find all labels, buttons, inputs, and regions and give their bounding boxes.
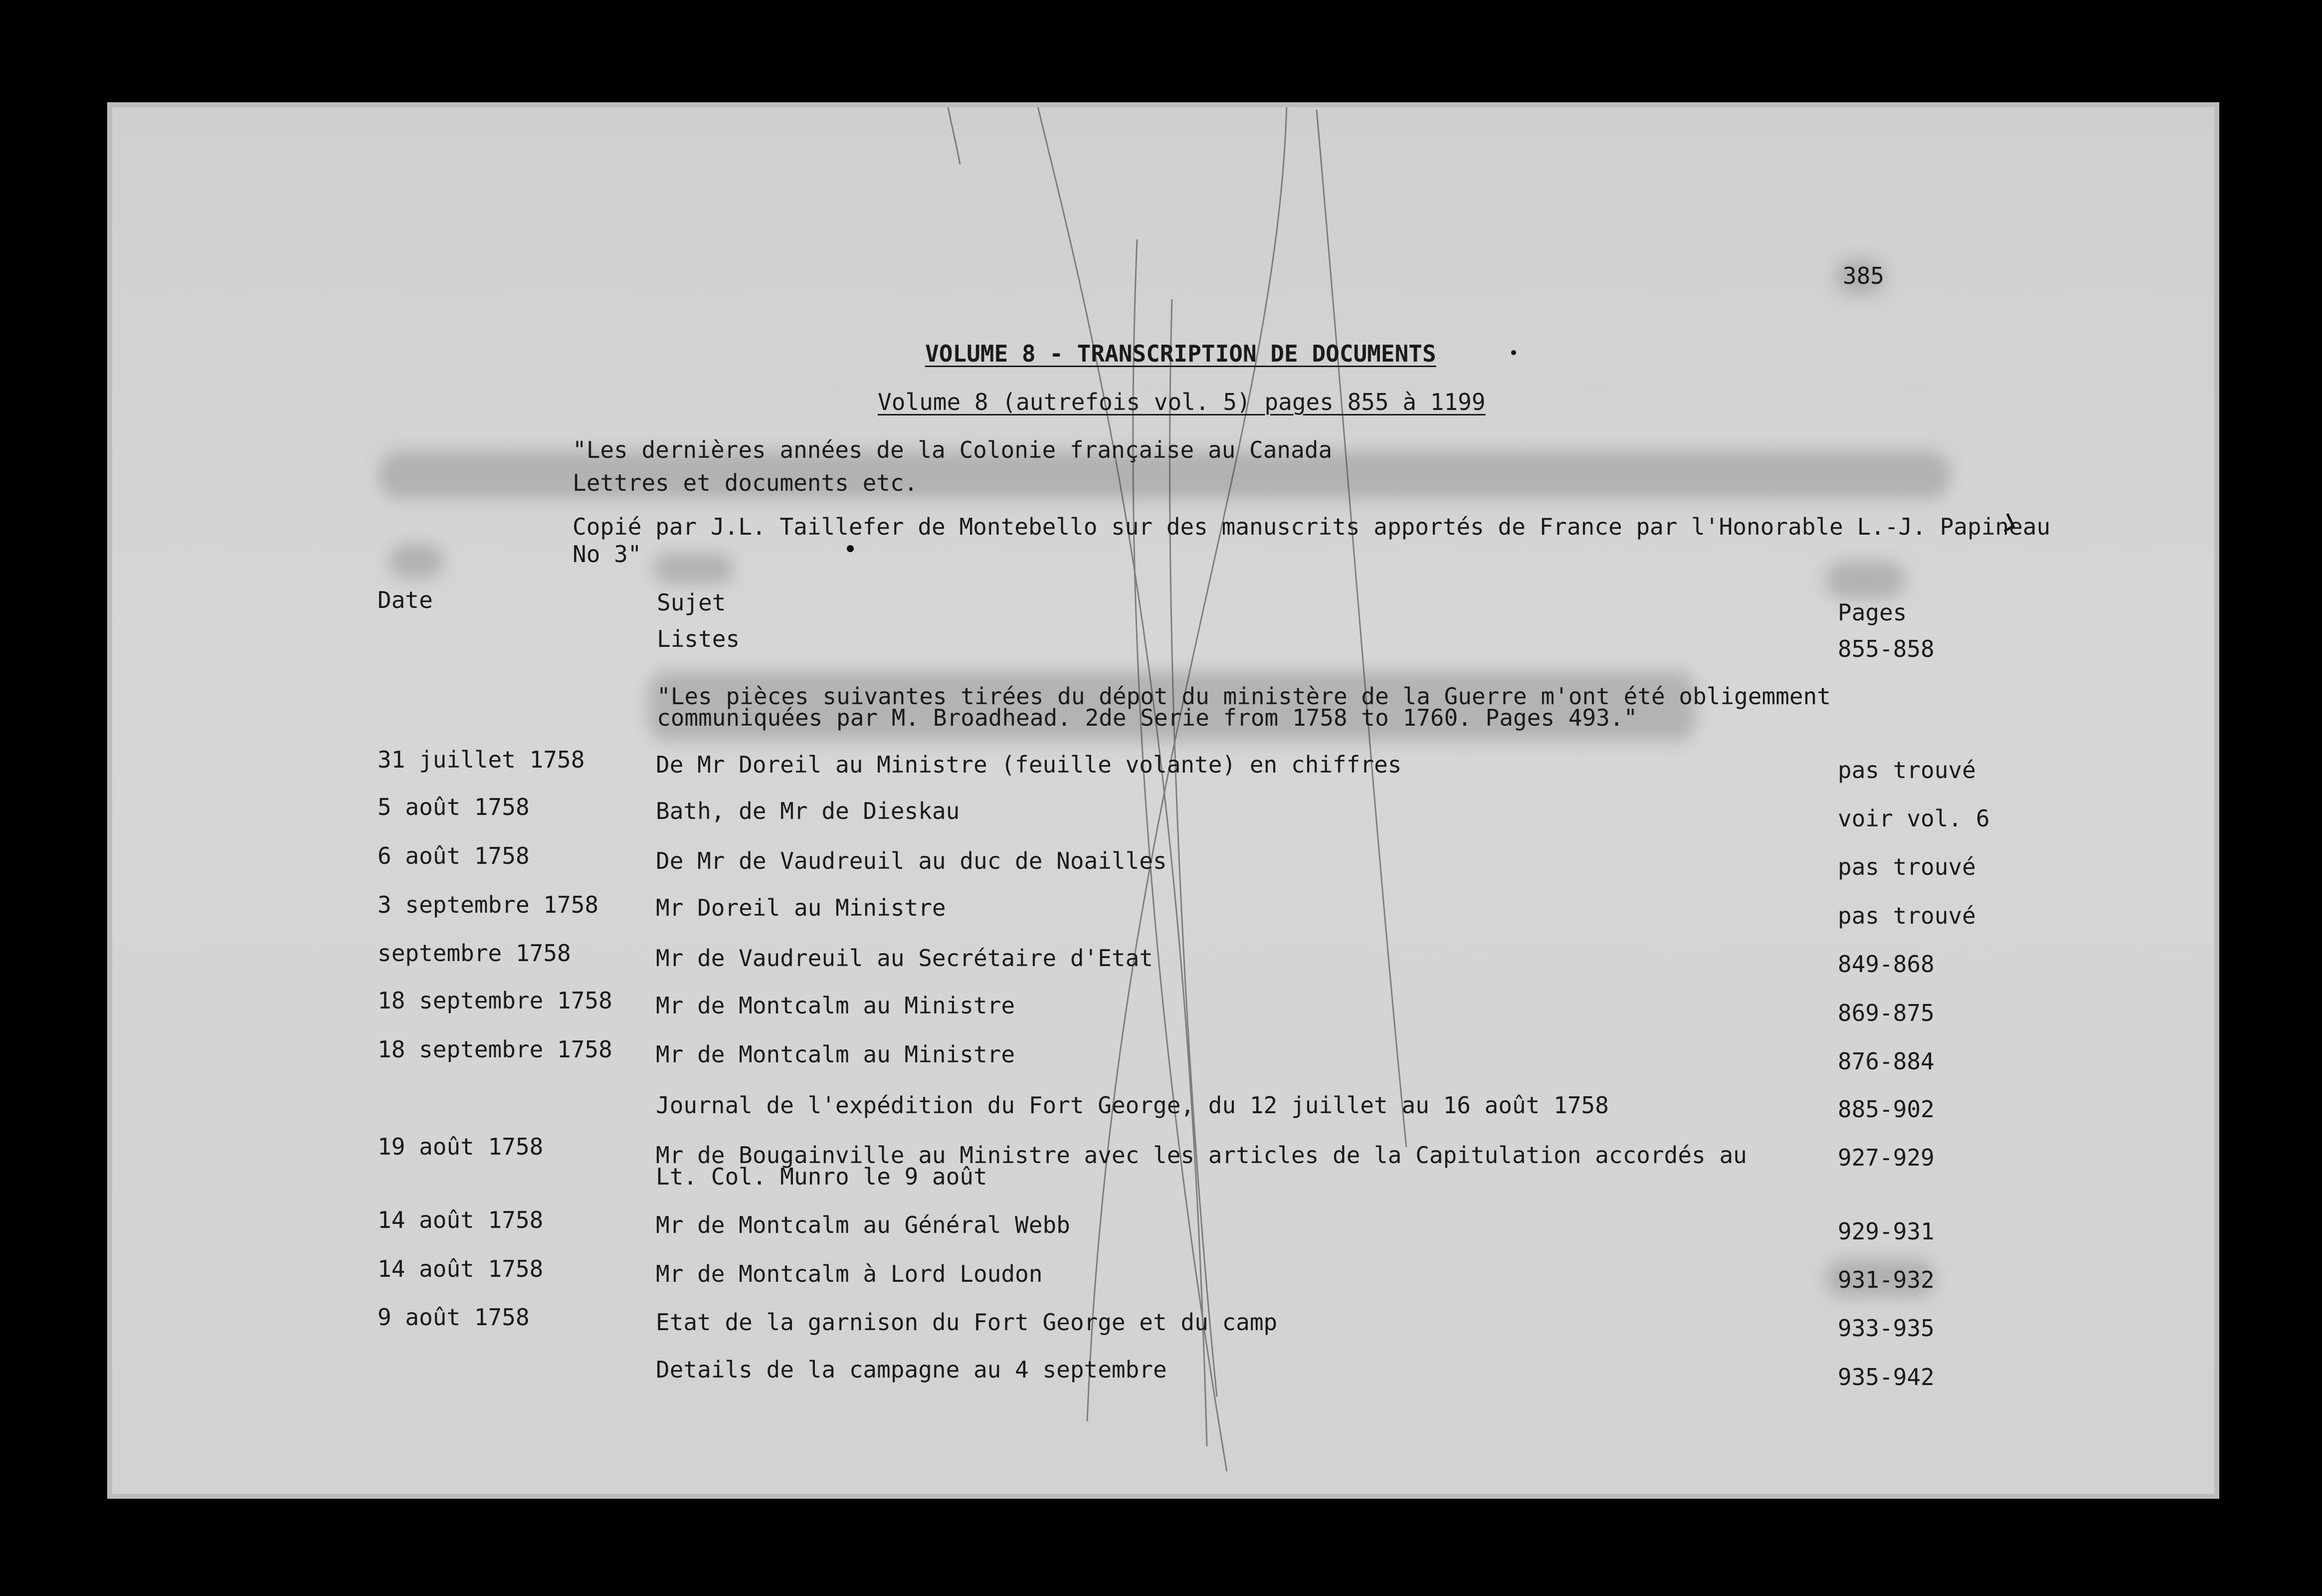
row-date: 19 août 1758 bbox=[378, 1133, 544, 1160]
row-subject: Mr de Montcalm à Lord Loudon bbox=[656, 1260, 1043, 1287]
header-sujet: Sujet bbox=[657, 589, 726, 616]
row-pages: pas trouvé bbox=[1838, 853, 1976, 880]
header-pages: Pages bbox=[1838, 599, 1907, 626]
row-date: 6 août 1758 bbox=[378, 842, 530, 869]
row-pages: 869-875 bbox=[1838, 999, 1935, 1026]
note-line-2: communiquées par M. Broadhead. 2de Serie from 1758 to 1760. Pages 493." bbox=[657, 704, 1638, 731]
row-subject: Journal de l'expédition du Fort George, du 12 juillet au 16 août 1758 bbox=[656, 1092, 1609, 1119]
intro-line-3: Copié par J.L. Taillefer de Montebello sur des manuscrits apportés de France par l'Honorable L.-J. Papineau bbox=[573, 513, 2051, 540]
row-subject: Mr Doreil au Ministre bbox=[656, 894, 946, 921]
listes-pages: 855-858 bbox=[1838, 635, 1935, 662]
row-subject: Mr de Montcalm au Ministre bbox=[656, 992, 1015, 1019]
smudge-pages-header bbox=[1825, 561, 1905, 598]
row-subject: De Mr de Vaudreuil au duc de Noailles bbox=[656, 847, 1167, 874]
row-subject: Mr de Montcalm au Général Webb bbox=[656, 1211, 1070, 1238]
row-pages: 876-884 bbox=[1838, 1048, 1935, 1075]
row-pages: 927-929 bbox=[1838, 1144, 1935, 1171]
header-date: Date bbox=[378, 587, 433, 613]
row-date: 18 septembre 1758 bbox=[378, 1036, 612, 1063]
row-date: 3 septembre 1758 bbox=[378, 891, 599, 918]
page-number: 385 bbox=[1843, 262, 1885, 289]
row-pages: 933-935 bbox=[1838, 1315, 1935, 1342]
row-pages: pas trouvé bbox=[1838, 902, 1976, 929]
row-pages: 931-932 bbox=[1838, 1266, 1935, 1293]
row-pages: 849-868 bbox=[1838, 951, 1935, 978]
row-pages: 935-942 bbox=[1838, 1364, 1935, 1391]
row-pages: 929-931 bbox=[1838, 1218, 1935, 1245]
listes-label: Listes bbox=[657, 625, 740, 652]
intro-line-1: "Les dernières années de la Colonie française au Canada bbox=[573, 436, 1333, 463]
row-date: 5 août 1758 bbox=[378, 794, 530, 820]
note-line-1: "Les pièces suivantes tirées du dépot du ministère de la Guerre m'ont été obligemment bbox=[657, 683, 1831, 710]
intro-line-2: Lettres et documents etc. bbox=[573, 469, 918, 496]
row-subject: Bath, de Mr de Dieskau bbox=[656, 798, 960, 824]
row-date: 31 juillet 1758 bbox=[378, 746, 585, 773]
row-date: 18 septembre 1758 bbox=[378, 987, 612, 1014]
row-subject: Etat de la garnison du Fort George et du camp bbox=[656, 1309, 1278, 1336]
row-subject: Mr de Montcalm au Ministre bbox=[656, 1041, 1015, 1068]
smudge-left2 bbox=[653, 554, 733, 584]
row-pages: voir vol. 6 bbox=[1838, 805, 1990, 832]
document-subtitle: Volume 8 (autrefois vol. 5) pages 855 à 1199 bbox=[878, 389, 1486, 415]
row-pages: 885-902 bbox=[1838, 1096, 1935, 1123]
row-subject: De Mr Doreil au Ministre (feuille volante) en chiffres bbox=[656, 751, 1402, 778]
smudge-left bbox=[389, 544, 444, 579]
row-subject: Mr de Vaudreuil au Secrétaire d'Etat bbox=[656, 945, 1153, 972]
row-subject: Mr de Bougainville au Ministre avec les articles de la Capitulation accordés au bbox=[656, 1142, 1747, 1169]
row-pages: pas trouvé bbox=[1838, 757, 1976, 784]
row-subject-line-2: Lt. Col. Munro le 9 août bbox=[656, 1163, 987, 1190]
document-title: VOLUME 8 - TRANSCRIPTION DE DOCUMENTS bbox=[925, 340, 1436, 367]
row-subject: Details de la campagne au 4 septembre bbox=[656, 1356, 1167, 1383]
row-date: 14 août 1758 bbox=[378, 1255, 544, 1282]
intro-line-4: No 3" bbox=[573, 541, 642, 568]
row-date: 9 août 1758 bbox=[378, 1304, 530, 1331]
row-date: septembre 1758 bbox=[378, 940, 571, 967]
row-date: 14 août 1758 bbox=[378, 1206, 544, 1233]
